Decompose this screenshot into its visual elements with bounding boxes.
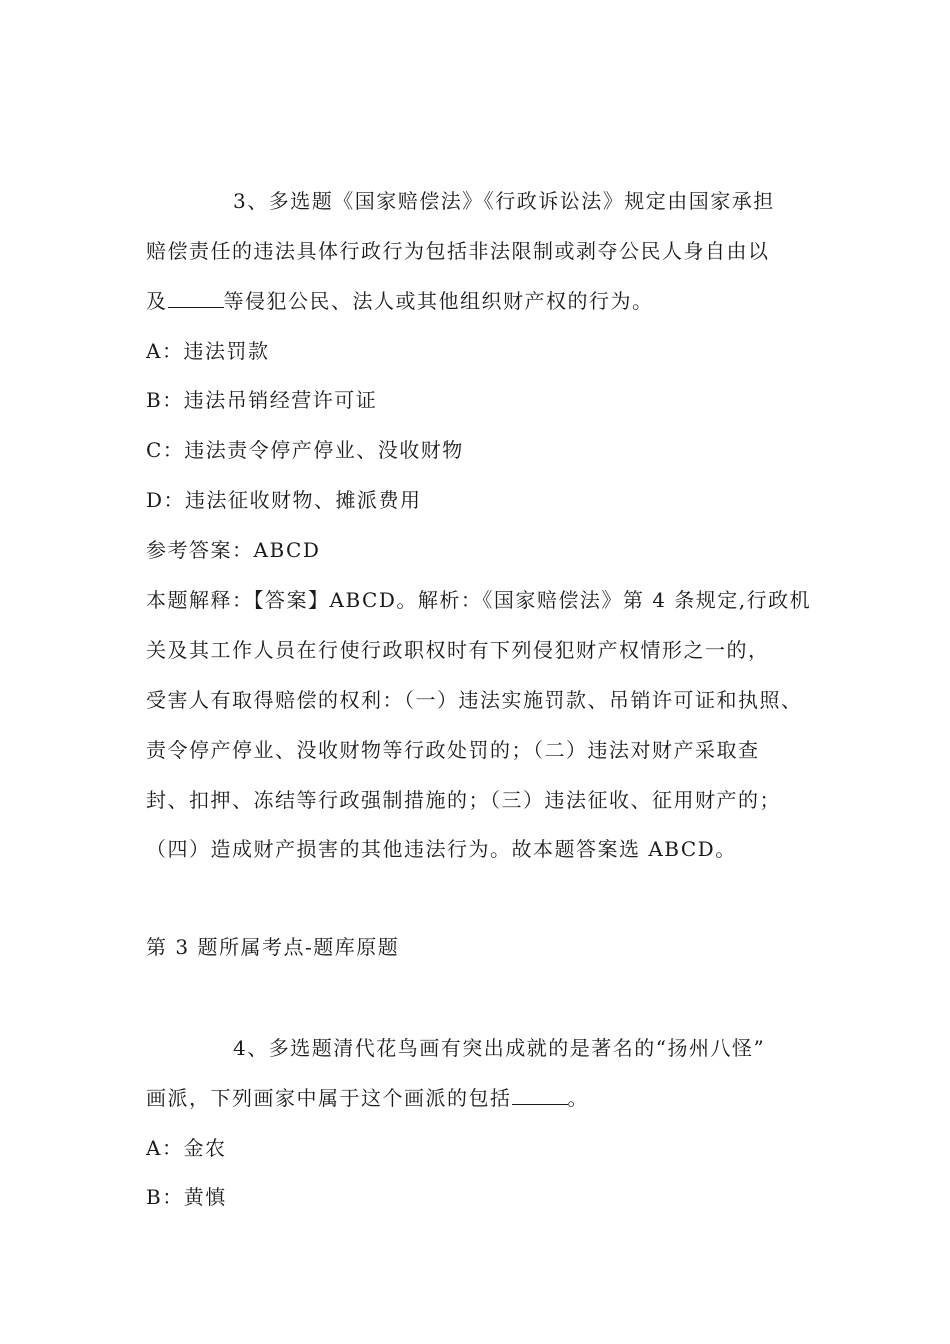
q4-stem-line-1: 4、多选题清代花鸟画有突出成就的是著名的“扬州八怪” [233, 1036, 766, 1060]
q3-explanation-line-5: 封、扣押、冻结等行政强制措施的；（三）违法征收、征用财产的； [146, 788, 781, 812]
q3-option-c: C：违法责令停产停业、没收财物 [146, 438, 464, 462]
q4-stem-line-2-pre: 画派，下列画家中属于这个画派的包括 [146, 1086, 512, 1110]
q3-option-a: A：违法罚款 [146, 339, 270, 363]
q3-topic: 第 3 题所属考点-题库原题 [146, 935, 400, 959]
q3-option-b: B：违法吊销经营许可证 [146, 388, 378, 412]
q3-stem-line-3-pre: 及 [146, 289, 168, 313]
q3-fill-blank [168, 289, 224, 308]
q3-explanation-line-1: 本题解释：【答案】ABCD。解析：《国家赔偿法》第 4 条规定,行政机 [146, 588, 812, 612]
q3-explanation-line-6: （四）造成财产损害的其他违法行为。故本题答案选 ABCD。 [146, 837, 737, 861]
q4-stem-line-2 [146, 1084, 589, 1112]
q3-stem-line-3-post: 等侵犯公民、法人或其他组织财产权的行为。 [223, 289, 654, 313]
q3-option-d: D：违法征收财物、摊派费用 [146, 488, 422, 512]
q3-stem-line-1: 3、多选题《国家赔偿法》《行政诉讼法》规定由国家承担 [233, 189, 775, 213]
q4-option-b: B：黄慎 [146, 1185, 227, 1209]
q4-fill-blank [512, 1086, 568, 1105]
q3-stem-line-3 [146, 287, 654, 315]
q4-stem-line-2-post: 。 [567, 1086, 589, 1110]
q4-option-a: A：金农 [146, 1136, 227, 1160]
q3-explanation-line-2: 关及其工作人员在行使行政职权时有下列侵犯财产权情形之一的， [146, 638, 770, 662]
q3-answer: 参考答案：ABCD [146, 538, 321, 562]
q3-explanation-line-3: 受害人有取得赔偿的权利：（一）违法实施罚款、吊销许可证和执照、 [146, 688, 803, 712]
q3-explanation-line-4: 责令停产停业、没收财物等行政处罚的；（二）违法对财产采取查 [146, 738, 760, 762]
q3-stem-line-2: 赔偿责任的违法具体行政行为包括非法限制或剥夺公民人身自由以 [146, 239, 770, 263]
